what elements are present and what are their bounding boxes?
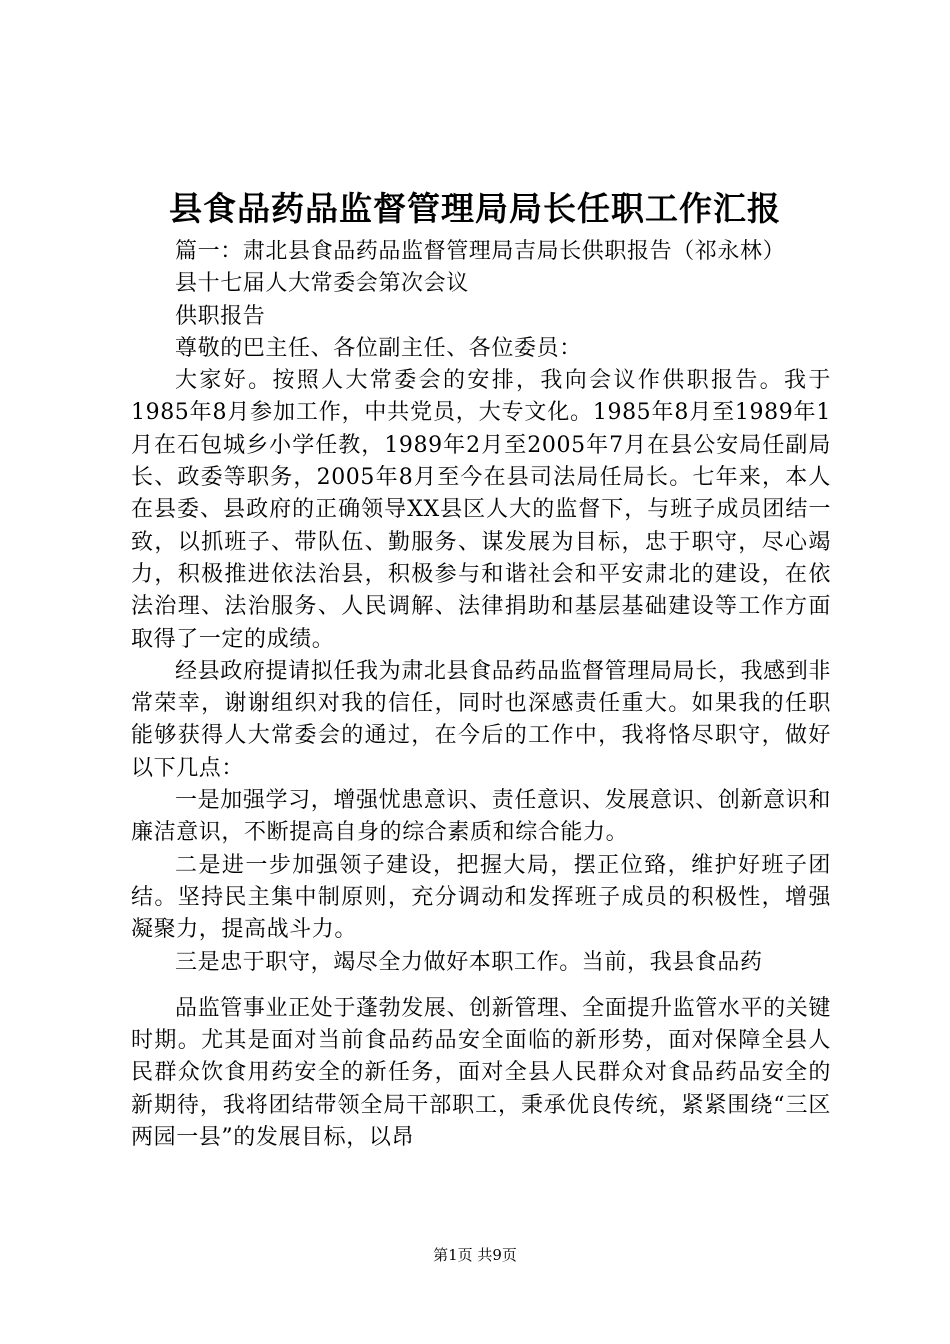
paragraph-point-two: 二是进一步加强领子建设，把握大局，摆正位臵，维护好班子团结。坚持民主集中制原则，充分调动和发挥班子成员的积极性，增强凝聚力，提高战斗力。 bbox=[131, 852, 831, 943]
page-title: 县食品药品监督管理局局长任职工作汇报 bbox=[169, 189, 781, 228]
paragraph-report-label: 供职报告 bbox=[175, 303, 266, 329]
document-body bbox=[131, 236, 831, 1154]
paragraph-appointment: 经县政府提请拟任我为肃北县食品药品监督管理局局长，我感到非常荣幸，谢谢组织对我的信任，同时也深感责任重大。如果我的任职能够获得人大常委会的通过，在今后的工作中，我将恪尽职守，做好以下几点： bbox=[131, 658, 831, 781]
paragraph-salutation: 尊敬的巴主任、各位副主任、各位委员： bbox=[175, 335, 582, 361]
paragraph-point-one: 一是加强学习，增强忧患意识、责任意识、发展意识、创新意识和廉洁意识，不断提高自身的综合素质和综合能力。 bbox=[131, 788, 831, 846]
paragraph-introduction: 大家好。按照人大常委会的安排，我向会议作供职报告。我于1985年8月参加工作，中共党员，大专文化。1985年8月至1989年1月在石包城乡小学任教，1989年2月至2005年7月在县公安局任副局长、政委等职务，2005年8月至今在县司法局任局长。七年来，本人在县委、县政府的正确领导XX县区人大的监督下，与班子成员团结一致，以抓班子、带队伍、勤服务、谋发展为目标，忠于职守，尽心竭力，积极推进依法治县，积极参与和谐社会和平安肃北的建设，在依法治理、法治服务、人民调解、法律捐助和基层基础建设等工作方面取得了一定的成绩。 bbox=[131, 368, 831, 652]
paragraph-heading: 篇一：肃北县食品药品监督管理局吉局长供职报告（祁永林） bbox=[175, 239, 786, 264]
paragraph-meeting: 县十七届人大常委会第次会议 bbox=[175, 271, 469, 297]
page-number: 第1页 共9页 bbox=[433, 1246, 517, 1264]
paragraph-point-three: 三是忠于职守，竭尽全力做好本职工作。当前，我县食品药 bbox=[175, 949, 763, 975]
paragraph-continuation: 品监管事业正处于蓬勃发展、创新管理、全面提升监管水平的关键时期。尤其是面对当前食品药品安全面临的新形势，面对保障全县人民群众饮食用药安全的新任务，面对全县人民群众对食品药品安全的新期待，我将团结带领全局干部职工，秉承优良传统，紧紧围绕“三区两园一县”的发展目标，以昂 bbox=[131, 995, 831, 1151]
